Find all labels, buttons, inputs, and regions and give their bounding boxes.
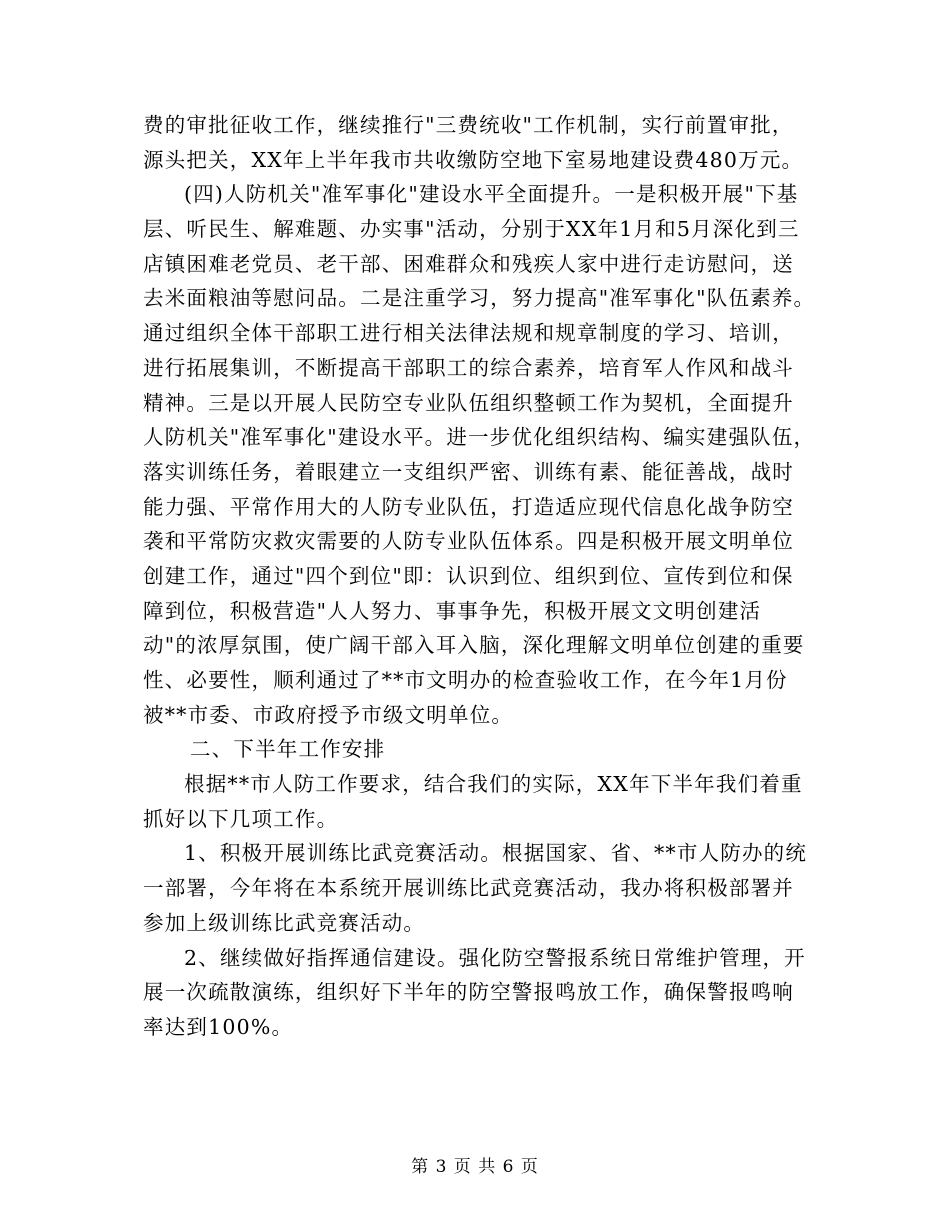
text-line: 能力强、平常作用大的人防专业队伍，打造适应现代信息化战争防空 — [143, 494, 794, 519]
text-line: 袭和平常防灾救灾需要的人防专业队伍体系。四是积极开展文明单位 — [143, 529, 794, 554]
text-line: 率达到100%。 — [143, 1014, 294, 1039]
text-line: 精神。三是以开展人民防空专业队伍组织整顿工作为契机，全面提升 — [143, 390, 794, 415]
text-line: 性、必要性，顺利通过了**市文明办的检查验收工作，在今年1月份 — [143, 668, 788, 692]
text-line: 一部署，今年将在本系统开展训练比武竞赛活动，我办将积极部署并 — [143, 876, 794, 901]
text-line: 源头把关，XX年上半年我市共收缴防空地下室易地建设费480万元。 — [143, 147, 804, 172]
text-line: 通过组织全体干部职工进行相关法律法规和规章制度的学习、培训， — [143, 321, 794, 346]
text-line: 2、继续做好指挥通信建设。强化防空警报系统日常维护管理，开 — [184, 945, 806, 970]
text-line: 创建工作，通过"四个到位"即：认识到位、组织到位、宣传到位和保 — [143, 563, 794, 588]
text-line: 层、听民生、解难题、办实事"活动，分别于XX年1月和5月深化到三 — [143, 217, 800, 242]
text-line: 进行拓展集训，不断提高干部职工的综合素养，培育军人作风和战斗 — [143, 355, 794, 380]
document-body — [143, 108, 816, 1045]
text-line: 二、下半年工作安排 — [190, 737, 386, 762]
text-line: 落实训练任务，着眼建立一支组织严密、训练有素、能征善战，战时 — [143, 459, 794, 484]
text-line: 抓好以下几项工作。 — [143, 806, 339, 831]
text-line: 1、积极开展训练比武竞赛活动。根据国家、省、**市人防办的统 — [184, 841, 808, 866]
text-line: (四)人防机关"准军事化"建设水平全面提升。一是积极开展"下基 — [184, 182, 799, 207]
text-line: 动"的浓厚氛围，使广阔干部入耳入脑，深化理解文明单位创建的重要 — [143, 633, 805, 658]
text-line: 被**市委、市政府授予市级文明单位。 — [143, 702, 514, 727]
text-line: 展一次疏散演练，组织好下半年的防空警报鸣放工作，确保警报鸣响 — [143, 980, 794, 1005]
text-line: 店镇困难老党员、老干部、困难群众和残疾人家中进行走访慰问，送 — [143, 251, 794, 276]
text-line: 去米面粮油等慰问品。二是注重学习，努力提高"准军事化"队伍素养。 — [143, 286, 816, 311]
text-line: 障到位，积极营造"人人努力、事事争先，积极开展文文明创建活 — [143, 598, 762, 623]
text-line: 费的审批征收工作，继续推行"三费统收"工作机制，实行前置审批， — [143, 113, 794, 137]
text-line: 根据**市人防工作要求，结合我们的实际，XX年下半年我们着重 — [184, 772, 803, 797]
text-line: 参加上级训练比武竞赛活动。 — [143, 910, 426, 935]
text-line: 人防机关"准军事化"建设水平。进一步优化组织结构、编实建强队伍， — [143, 425, 816, 450]
page-footer: 第 3 页 共 6 页 — [411, 1157, 539, 1177]
